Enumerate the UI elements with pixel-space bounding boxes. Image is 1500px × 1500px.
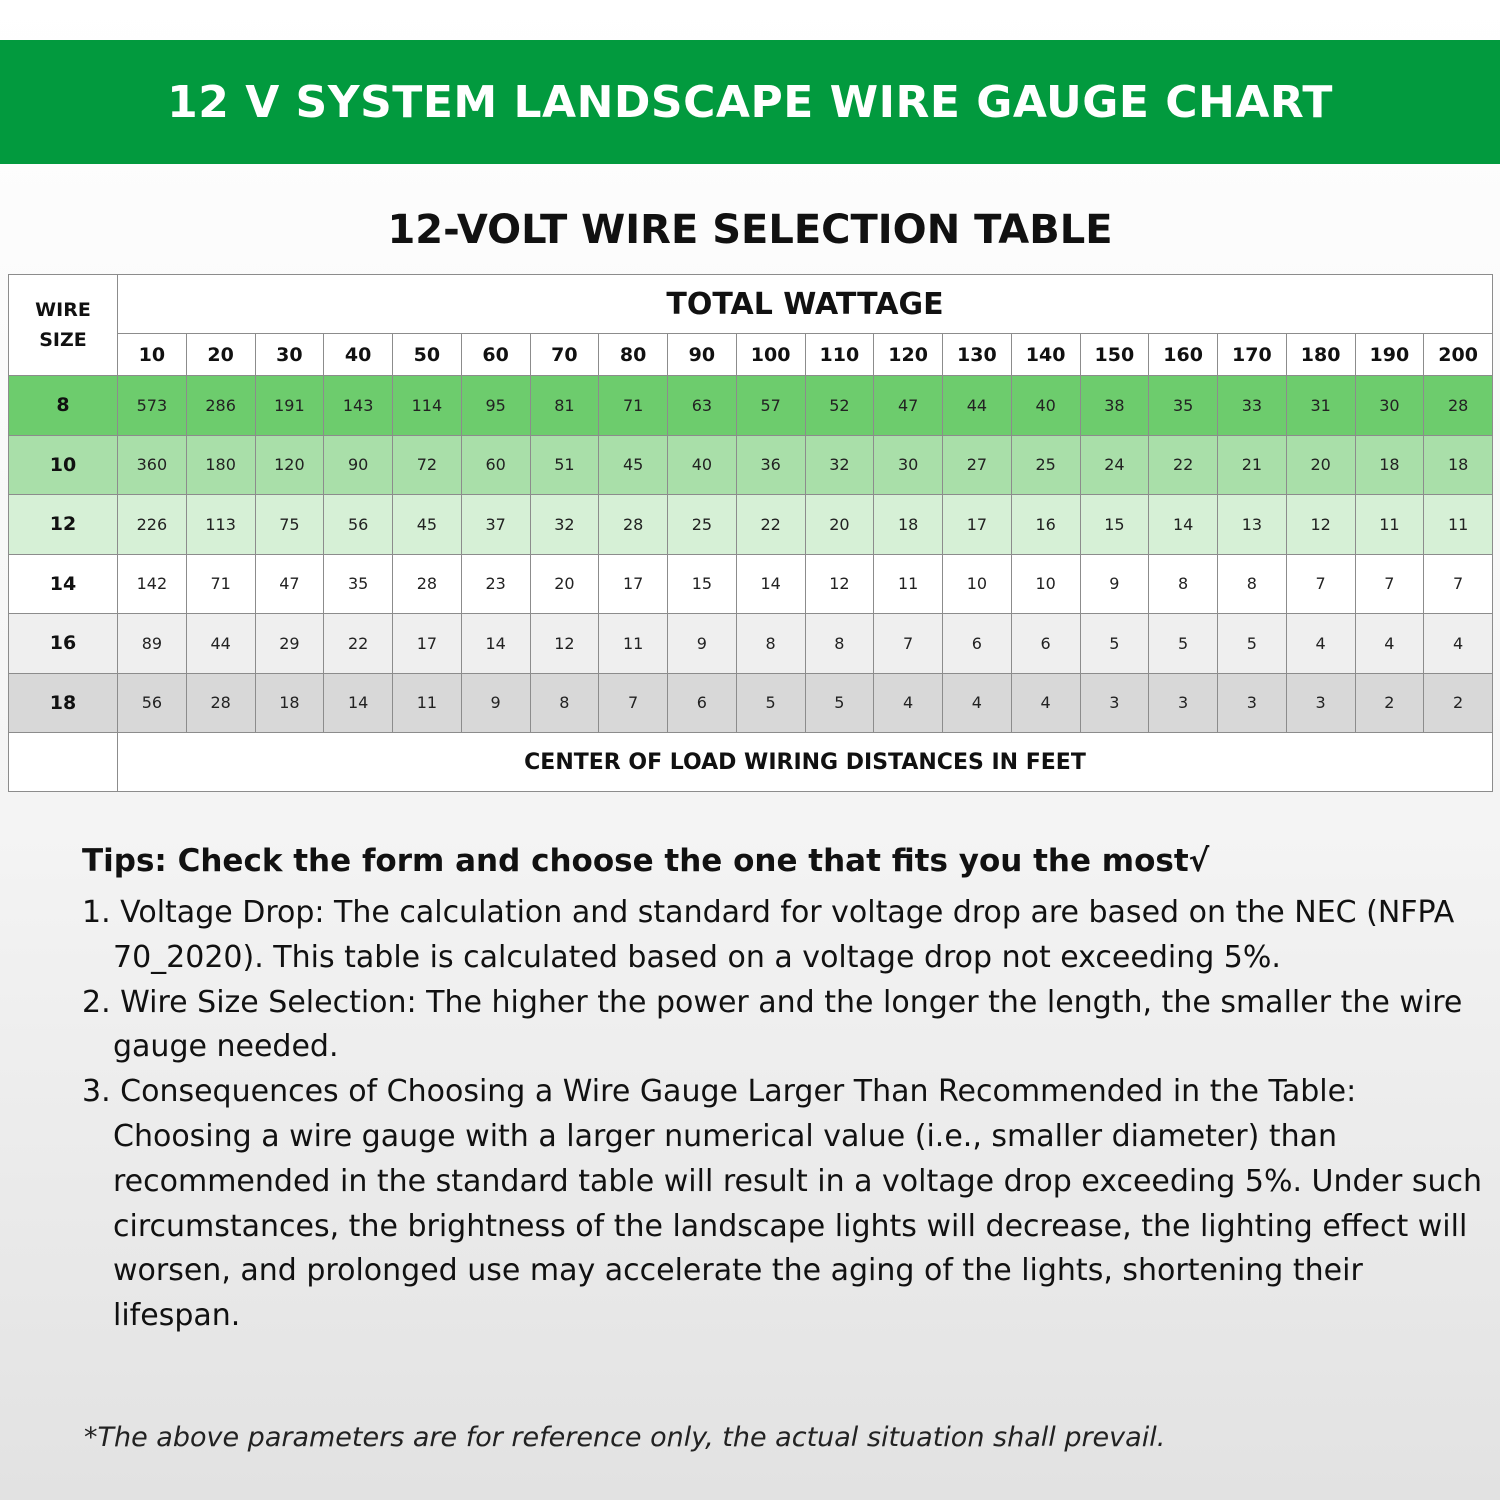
distance-cell: 9 xyxy=(1080,554,1149,614)
wattage-header-cell: 20 xyxy=(186,334,255,376)
distance-cell: 11 xyxy=(874,554,943,614)
disclaimer-note: *The above parameters are for reference only, the actual situation shall prevail. xyxy=(84,1422,1166,1453)
distance-cell: 573 xyxy=(118,376,187,436)
distance-cell: 36 xyxy=(736,435,805,495)
distance-cell: 360 xyxy=(118,435,187,495)
distance-cell: 11 xyxy=(393,673,462,733)
wattage-header-cell: 130 xyxy=(943,334,1012,376)
table-row xyxy=(9,495,1493,555)
distance-cell: 113 xyxy=(186,495,255,555)
wattage-header-cell: 50 xyxy=(393,334,462,376)
wire-selection-table xyxy=(8,274,1493,792)
distance-cell: 120 xyxy=(255,435,324,495)
distance-cell: 4 xyxy=(943,673,1012,733)
wattage-header-cell: 70 xyxy=(530,334,599,376)
distance-cell: 37 xyxy=(461,495,530,555)
table-row xyxy=(9,554,1493,614)
wattage-header-cell: 120 xyxy=(874,334,943,376)
table-title: 12-VOLT WIRE SELECTION TABLE xyxy=(387,207,1113,253)
distance-cell: 44 xyxy=(943,376,1012,436)
distance-cell: 8 xyxy=(530,673,599,733)
distance-cell: 47 xyxy=(255,554,324,614)
distance-cell: 81 xyxy=(530,376,599,436)
distance-cell: 7 xyxy=(874,614,943,674)
distance-cell: 27 xyxy=(943,435,1012,495)
distance-cell: 20 xyxy=(1286,435,1355,495)
wattage-header-cell: 90 xyxy=(668,334,737,376)
distance-cell: 286 xyxy=(186,376,255,436)
distance-cell: 8 xyxy=(736,614,805,674)
wattage-header-cell: 190 xyxy=(1355,334,1424,376)
header-banner xyxy=(0,40,1500,164)
distance-cell: 5 xyxy=(805,673,874,733)
distance-cell: 12 xyxy=(530,614,599,674)
distance-cell: 22 xyxy=(1149,435,1218,495)
distance-cell: 7 xyxy=(599,673,668,733)
tips-list xyxy=(82,891,1482,1339)
distance-cell: 8 xyxy=(805,614,874,674)
tip-item: 2. Wire Size Selection: The higher the power and the longer the length, the smaller the wire gauge needed. xyxy=(82,984,1463,1065)
distance-cell: 20 xyxy=(805,495,874,555)
distance-cell: 4 xyxy=(874,673,943,733)
distance-cell: 28 xyxy=(599,495,668,555)
table-row xyxy=(9,614,1493,674)
distance-cell: 7 xyxy=(1355,554,1424,614)
distance-cell: 15 xyxy=(1080,495,1149,555)
distance-cell: 6 xyxy=(943,614,1012,674)
table-row xyxy=(9,435,1493,495)
wattage-header-cell: 160 xyxy=(1149,334,1218,376)
wattage-header-row xyxy=(9,334,1493,376)
distance-cell: 52 xyxy=(805,376,874,436)
wire-gauge-cell: 8 xyxy=(9,376,118,436)
tips-section xyxy=(82,843,1482,1339)
distance-cell: 4 xyxy=(1286,614,1355,674)
distance-cell: 95 xyxy=(461,376,530,436)
distance-cell: 35 xyxy=(324,554,393,614)
wattage-header-cell: 40 xyxy=(324,334,393,376)
footer-blank-cell xyxy=(9,733,118,792)
distance-cell: 5 xyxy=(1080,614,1149,674)
distance-cell: 40 xyxy=(668,435,737,495)
wire-gauge-cell: 16 xyxy=(9,614,118,674)
distance-cell: 2 xyxy=(1355,673,1424,733)
distance-cell: 15 xyxy=(668,554,737,614)
distance-cell: 6 xyxy=(668,673,737,733)
distance-cell: 28 xyxy=(1424,376,1493,436)
distance-cell: 11 xyxy=(1355,495,1424,555)
distance-cell: 10 xyxy=(1011,554,1080,614)
wattage-header-cell: 10 xyxy=(118,334,187,376)
distance-cell: 5 xyxy=(736,673,805,733)
distance-cell: 45 xyxy=(599,435,668,495)
distance-cell: 5 xyxy=(1149,614,1218,674)
distance-cell: 32 xyxy=(530,495,599,555)
wire-gauge-cell: 14 xyxy=(9,554,118,614)
wattage-header-cell: 80 xyxy=(599,334,668,376)
distance-cell: 56 xyxy=(324,495,393,555)
wattage-header-cell: 110 xyxy=(805,334,874,376)
distance-cell: 71 xyxy=(599,376,668,436)
distance-cell: 7 xyxy=(1424,554,1493,614)
table-row xyxy=(9,376,1493,436)
tip-item: 3. Consequences of Choosing a Wire Gauge Larger Than Recommended in the Table: Choosing a wire gauge with a larger numerical value (i.e., smaller diameter) than recommended in the standard table will result in a voltage drop exceeding 5%. Under such circumstances, the brightness of the landscape lights will decrease, the lighting effect will worsen, and prolonged use may accelerate the aging of the lights, shortening their lifespan. xyxy=(82,1074,1483,1334)
distance-cell: 180 xyxy=(186,435,255,495)
wattage-header-cell: 60 xyxy=(461,334,530,376)
distance-cell: 44 xyxy=(186,614,255,674)
distance-cell: 3 xyxy=(1218,673,1287,733)
distance-cell: 12 xyxy=(805,554,874,614)
distance-cell: 17 xyxy=(943,495,1012,555)
distance-cell: 13 xyxy=(1218,495,1287,555)
tips-heading: Tips: Check the form and choose the one that fits you the most√ xyxy=(82,843,1210,879)
distance-cell: 57 xyxy=(736,376,805,436)
distance-cell: 63 xyxy=(668,376,737,436)
distance-cell: 51 xyxy=(530,435,599,495)
distance-cell: 9 xyxy=(461,673,530,733)
distance-cell: 90 xyxy=(324,435,393,495)
wire-size-header-line1: WIRE xyxy=(35,299,91,321)
distance-cell: 32 xyxy=(805,435,874,495)
distance-cell: 8 xyxy=(1149,554,1218,614)
distance-cell: 33 xyxy=(1218,376,1287,436)
distance-cell: 29 xyxy=(255,614,324,674)
distance-cell: 24 xyxy=(1080,435,1149,495)
distance-cell: 28 xyxy=(393,554,462,614)
distance-cell: 38 xyxy=(1080,376,1149,436)
distance-cell: 22 xyxy=(736,495,805,555)
distance-cell: 191 xyxy=(255,376,324,436)
distance-cell: 22 xyxy=(324,614,393,674)
distance-cell: 3 xyxy=(1149,673,1218,733)
distance-cell: 7 xyxy=(1286,554,1355,614)
distance-cell: 3 xyxy=(1286,673,1355,733)
distance-cell: 8 xyxy=(1218,554,1287,614)
distance-cell: 9 xyxy=(668,614,737,674)
distance-cell: 18 xyxy=(1424,435,1493,495)
distance-cell: 5 xyxy=(1218,614,1287,674)
wattage-header-cell: 30 xyxy=(255,334,324,376)
wattage-header-cell: 180 xyxy=(1286,334,1355,376)
distance-cell: 30 xyxy=(874,435,943,495)
distance-cell: 30 xyxy=(1355,376,1424,436)
distance-cell: 11 xyxy=(599,614,668,674)
distance-cell: 28 xyxy=(186,673,255,733)
distance-cell: 75 xyxy=(255,495,324,555)
wattage-header-cell: 200 xyxy=(1424,334,1493,376)
wire-gauge-cell: 10 xyxy=(9,435,118,495)
wire-size-header-line2: SIZE xyxy=(39,329,87,351)
distance-cell: 18 xyxy=(874,495,943,555)
wire-size-header xyxy=(9,275,118,376)
distance-cell: 114 xyxy=(393,376,462,436)
distance-cell: 6 xyxy=(1011,614,1080,674)
distance-cell: 142 xyxy=(118,554,187,614)
distance-cell: 18 xyxy=(255,673,324,733)
distance-cell: 20 xyxy=(530,554,599,614)
distance-cell: 45 xyxy=(393,495,462,555)
wattage-header-cell: 140 xyxy=(1011,334,1080,376)
wire-gauge-cell: 12 xyxy=(9,495,118,555)
distance-cell: 16 xyxy=(1011,495,1080,555)
distance-cell: 14 xyxy=(1149,495,1218,555)
distance-cell: 18 xyxy=(1355,435,1424,495)
distance-cell: 4 xyxy=(1424,614,1493,674)
distance-cell: 14 xyxy=(461,614,530,674)
distance-cell: 23 xyxy=(461,554,530,614)
distance-cell: 89 xyxy=(118,614,187,674)
distance-cell: 2 xyxy=(1424,673,1493,733)
table-footer-row xyxy=(9,733,1493,792)
distance-cell: 71 xyxy=(186,554,255,614)
distance-cell: 3 xyxy=(1080,673,1149,733)
distance-cell: 10 xyxy=(943,554,1012,614)
distance-cell: 143 xyxy=(324,376,393,436)
distance-cell: 40 xyxy=(1011,376,1080,436)
wattage-header-cell: 150 xyxy=(1080,334,1149,376)
distance-cell: 31 xyxy=(1286,376,1355,436)
distance-cell: 17 xyxy=(599,554,668,614)
distance-cell: 4 xyxy=(1355,614,1424,674)
distance-cell: 72 xyxy=(393,435,462,495)
distance-cell: 4 xyxy=(1011,673,1080,733)
distance-cell: 226 xyxy=(118,495,187,555)
page-title: 12 V SYSTEM LANDSCAPE WIRE GAUGE CHART xyxy=(167,76,1333,128)
table-row xyxy=(9,673,1493,733)
distance-unit-label: CENTER OF LOAD WIRING DISTANCES IN FEET xyxy=(118,733,1493,792)
distance-cell: 60 xyxy=(461,435,530,495)
distance-cell: 25 xyxy=(1011,435,1080,495)
distance-cell: 56 xyxy=(118,673,187,733)
distance-cell: 14 xyxy=(736,554,805,614)
distance-cell: 17 xyxy=(393,614,462,674)
wattage-header-cell: 100 xyxy=(736,334,805,376)
distance-cell: 11 xyxy=(1424,495,1493,555)
distance-cell: 47 xyxy=(874,376,943,436)
distance-cell: 12 xyxy=(1286,495,1355,555)
distance-cell: 35 xyxy=(1149,376,1218,436)
wire-gauge-cell: 18 xyxy=(9,673,118,733)
distance-cell: 21 xyxy=(1218,435,1287,495)
total-wattage-header: TOTAL WATTAGE xyxy=(118,275,1493,334)
wattage-header-cell: 170 xyxy=(1218,334,1287,376)
tip-item: 1. Voltage Drop: The calculation and standard for voltage drop are based on the NEC (NFPA 70_2020). This table is calculated based on a voltage drop not exceeding 5%. xyxy=(82,895,1455,975)
distance-cell: 25 xyxy=(668,495,737,555)
distance-cell: 14 xyxy=(324,673,393,733)
